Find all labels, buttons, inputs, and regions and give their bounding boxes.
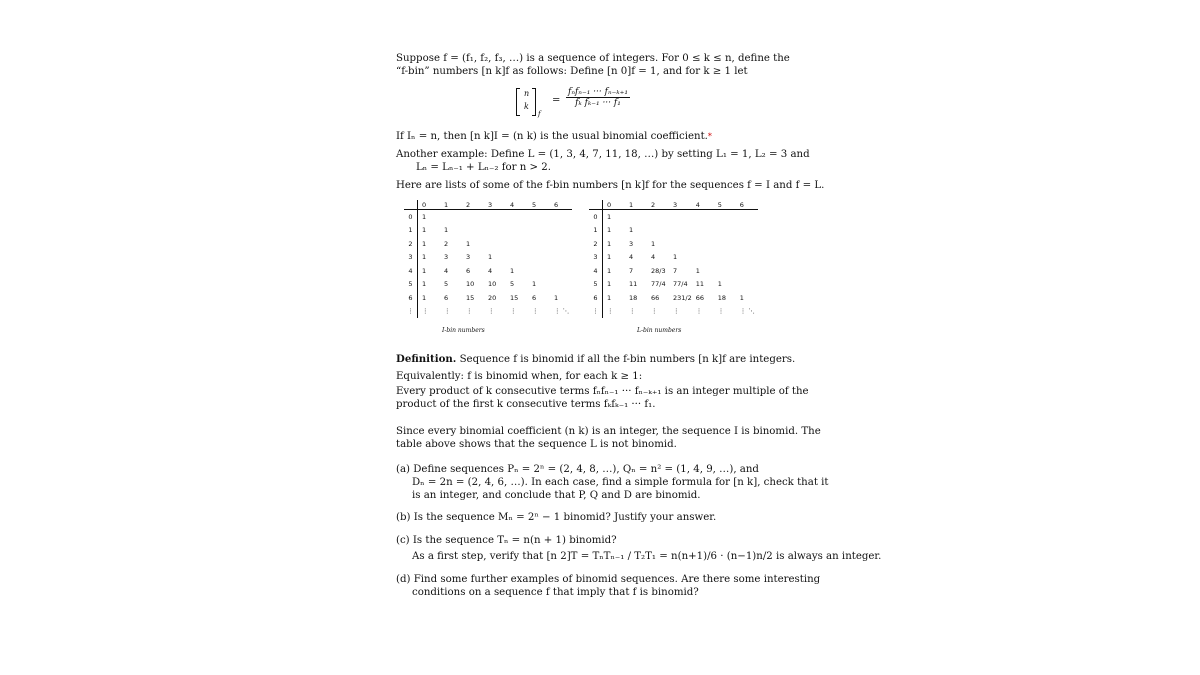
table-cell — [528, 264, 550, 278]
table-cell — [484, 224, 506, 238]
table-cell: 2 — [444, 239, 449, 248]
table-cell — [506, 251, 528, 265]
table-cell: 6 — [466, 266, 471, 275]
table-cell: 1 — [607, 239, 612, 248]
fraction-denominator: fₖ fₖ₋₁ ··· f₁ — [575, 98, 621, 108]
col-header: 6 — [550, 200, 572, 210]
table-row-ellipsis — [404, 305, 572, 319]
table-cell: 1 — [422, 266, 427, 275]
table-cell: 1 — [607, 226, 612, 235]
part-b-line-1: (b) Is the sequence Mₙ = 2ⁿ − 1 binomid? Justify your answer. — [396, 512, 717, 523]
row-header: ⋮ — [404, 305, 418, 319]
row-header: 0 — [589, 210, 603, 224]
table-cell: 7 — [673, 266, 678, 275]
table-cell: 1 — [510, 266, 515, 275]
definition-line-1 — [396, 353, 795, 366]
table-cell — [528, 251, 550, 265]
table-row-ellipsis — [589, 305, 758, 319]
table-cell: ⋮ — [532, 307, 539, 316]
table-cell — [625, 210, 647, 224]
table-cell: 1 — [607, 266, 612, 275]
table-cell: 4 — [444, 266, 449, 275]
table-cell — [647, 210, 669, 224]
table-row — [589, 237, 758, 251]
table-cell — [528, 210, 550, 224]
equals-sign: = — [552, 95, 561, 106]
part-c-line-2: As a first step, verify that [n 2]T = TₙTₙ₋₁ / T₂T₁ = n(n+1)/6 · (n−1)n/2 is always an integer. — [412, 551, 882, 562]
fbin-symbol — [516, 88, 544, 118]
table-cell — [647, 224, 669, 238]
table-cell: 1 — [607, 253, 612, 262]
table-cell: 28/3 — [651, 266, 666, 275]
since-line-1: Since every binomial coefficient (n k) is an integer, the sequence I is binomid. The — [396, 426, 821, 437]
table-row — [589, 291, 758, 305]
row-header: 4 — [589, 264, 603, 278]
table-cell: 1 — [717, 280, 722, 289]
table-cell: 1 — [554, 293, 559, 302]
intro-line-5: Lₙ = Lₙ₋₁ + Lₙ₋₂ for n > 2. — [416, 162, 552, 173]
part-d-line-1: (d) Find some further examples of binomid sequences. Are there some interesting — [396, 574, 821, 585]
table-cell: ⋮ — [629, 307, 636, 316]
table-cell: 15 — [466, 293, 475, 302]
table-cell: 18 — [717, 293, 727, 302]
table-cell: ⋮ — [651, 307, 658, 316]
col-header: 1 — [440, 200, 462, 210]
fbin-definition-formula — [516, 86, 666, 118]
part-c-line-1: (c) Is the sequence Tₙ = n(n + 1) binomid? — [396, 535, 617, 546]
table-cell: ⋮ — [717, 307, 725, 316]
table-cell: 18 — [629, 293, 638, 302]
table-row — [404, 224, 572, 238]
definition-heading: Definition. — [396, 353, 457, 365]
table-cell — [692, 224, 714, 238]
table-row — [589, 278, 758, 292]
table-L-bin — [589, 200, 758, 318]
fbin-subscript: f — [538, 110, 541, 118]
fbin-fraction — [566, 87, 630, 108]
row-header: 4 — [404, 264, 418, 278]
table-cell — [736, 264, 758, 278]
table-row — [589, 210, 758, 224]
table-cell: 1 — [651, 239, 656, 248]
table-row — [589, 224, 758, 238]
table-cell — [736, 224, 758, 238]
table-cell — [714, 210, 736, 224]
col-header: 5 — [528, 200, 550, 210]
table-cell: ⋮ — [466, 307, 473, 316]
table-cell — [550, 264, 572, 278]
table-cell — [669, 237, 692, 251]
row-header: 1 — [404, 224, 418, 238]
table-row — [404, 278, 572, 292]
table-cell — [550, 278, 572, 292]
table-cell: 1 — [607, 212, 612, 221]
table-cell: 1 — [422, 253, 427, 262]
row-header: 2 — [589, 237, 603, 251]
fbin-top: n — [524, 89, 530, 98]
col-header: 2 — [462, 200, 484, 210]
table-cell: 1 — [422, 280, 427, 289]
table-cell: 11 — [629, 280, 638, 289]
table-cell: 1 — [607, 280, 612, 289]
table-cell: 3 — [444, 253, 449, 262]
table-cell — [736, 278, 758, 292]
table-cell: 4 — [651, 253, 656, 262]
table-cell: 1 — [739, 293, 744, 302]
table-I-bin — [404, 200, 572, 318]
table-cell: 4 — [488, 266, 493, 275]
table-cell — [736, 210, 758, 224]
row-header: 1 — [589, 224, 603, 238]
table-cell — [736, 251, 758, 265]
table-cell: 11 — [695, 280, 705, 289]
table-cell — [714, 237, 736, 251]
table-cell: 1 — [444, 226, 449, 235]
table-cell: 77/4 — [651, 280, 666, 289]
table-cell: 1 — [673, 253, 678, 262]
table-cell: 10 — [488, 280, 497, 289]
table-cell: 1 — [422, 293, 427, 302]
table-cell: ⋮ — [510, 307, 517, 316]
table-row — [404, 237, 572, 251]
table-row — [589, 264, 758, 278]
table-cell — [484, 237, 506, 251]
table-cell: 1 — [422, 212, 427, 221]
row-header: 3 — [589, 251, 603, 265]
col-header: 3 — [484, 200, 506, 210]
table-cell: ⋮ — [422, 307, 429, 316]
table-cell: 4 — [629, 253, 634, 262]
table-cell: ⋮ — [444, 307, 451, 316]
table-cell: 1 — [422, 226, 427, 235]
row-header: 6 — [404, 291, 418, 305]
table-L-caption: L-bin numbers — [637, 327, 682, 334]
table-cell — [692, 210, 714, 224]
table-cell: ⋮ — [607, 307, 614, 316]
table-cell: 1 — [607, 293, 612, 302]
table-cell — [528, 224, 550, 238]
table-cell — [714, 251, 736, 265]
definition-line-4: product of the first k consecutive terms fₖfₖ₋₁ ··· f₁. — [396, 399, 656, 410]
table-cell: 15 — [510, 293, 519, 302]
part-a-line-3: is an integer, and conclude that P, Q and D are binomid. — [412, 490, 701, 501]
table-cell — [484, 210, 506, 224]
col-header: 4 — [506, 200, 528, 210]
row-header: 2 — [404, 237, 418, 251]
table-cell: ⋮ — [695, 307, 703, 316]
col-header: 4 — [692, 200, 714, 210]
fraction-numerator: fₙfₙ₋₁ ··· fₙ₋ₖ₊₁ — [568, 87, 628, 97]
row-header: 5 — [404, 278, 418, 292]
table-cell: 5 — [444, 280, 449, 289]
table-cell: ⋮ — [673, 307, 680, 316]
table-cell: 1 — [532, 280, 537, 289]
table-cell: 231/2 — [673, 293, 692, 302]
table-cell — [506, 210, 528, 224]
col-header: 1 — [625, 200, 647, 210]
table-cell: ⋮ ⋱ — [739, 307, 755, 316]
row-header: 0 — [404, 210, 418, 224]
table-cell: 77/4 — [673, 280, 688, 289]
since-line-2: table above shows that the sequence L is not binomid. — [396, 439, 677, 450]
table-cell — [692, 237, 714, 251]
table-cell — [692, 251, 714, 265]
table-cell: 1 — [629, 226, 634, 235]
table-cell — [550, 210, 572, 224]
intro-line-3-text: If Iₙ = n, then [n k]I = (n k) is the usual binomial coefficient. — [396, 131, 708, 142]
col-header: 5 — [714, 200, 736, 210]
table-cell — [550, 224, 572, 238]
table-cell — [669, 224, 692, 238]
row-header: 6 — [589, 291, 603, 305]
part-a-line-2: Dₙ = 2n = (2, 4, 6, …). In each case, find a simple formula for [n k], check that it — [412, 477, 829, 488]
table-cell: 1 — [422, 239, 427, 248]
table-row — [589, 251, 758, 265]
row-header: 3 — [404, 251, 418, 265]
part-a-line-1: (a) Define sequences Pₙ = 2ⁿ = (2, 4, 8, …), Qₙ = n² = (1, 4, 9, …), and — [396, 464, 759, 475]
table-cell: 1 — [466, 239, 471, 248]
intro-line-6: Here are lists of some of the f-bin numbers [n k]f for the sequences f = I and f = L. — [396, 180, 825, 191]
table-cell — [550, 237, 572, 251]
table-L-header — [589, 200, 758, 210]
table-cell — [462, 210, 484, 224]
intro-line-1: Suppose f = (f₁, f₂, f₃, …) is a sequence of integers. For 0 ≤ k ≤ n, define the — [396, 53, 790, 64]
table-cell: 3 — [466, 253, 471, 262]
table-row — [404, 251, 572, 265]
definition-line-3: Every product of k consecutive terms fₙfₙ₋₁ ··· fₙ₋ₖ₊₁ is an integer multiple of the — [396, 386, 809, 397]
col-header: 2 — [647, 200, 669, 210]
table-I-caption: I-bin numbers — [442, 327, 485, 334]
table-cell: 66 — [695, 293, 705, 302]
table-cell: 3 — [629, 239, 634, 248]
definition-text: Sequence f is binomid if all the f-bin numbers [n k]f are integers. — [459, 354, 796, 365]
table-cell: 1 — [695, 266, 700, 275]
table-cell — [462, 224, 484, 238]
row-header: ⋮ — [589, 305, 603, 319]
table-cell — [714, 224, 736, 238]
intro-line-3 — [396, 130, 712, 143]
footnote-mark: * — [707, 132, 712, 141]
table-cell — [506, 224, 528, 238]
table-cell — [550, 251, 572, 265]
table-cell: 5 — [510, 280, 515, 289]
table-cell — [506, 237, 528, 251]
table-cell: 6 — [532, 293, 537, 302]
table-cell: 6 — [444, 293, 449, 302]
table-cell — [528, 237, 550, 251]
part-d-line-2: conditions on a sequence f that imply that f is binomid? — [412, 587, 699, 598]
table-cell: 10 — [466, 280, 475, 289]
intro-line-2: “f-bin” numbers [n k]f as follows: Define [n 0]f = 1, and for k ≥ 1 let — [396, 66, 748, 77]
table-row — [404, 210, 572, 224]
table-cell — [714, 264, 736, 278]
col-header: 3 — [669, 200, 692, 210]
table-cell: ⋮ — [488, 307, 495, 316]
col-header: 6 — [736, 200, 758, 210]
col-header: 0 — [603, 200, 626, 210]
table-cell — [669, 210, 692, 224]
table-I-header — [404, 200, 572, 210]
table-row — [404, 291, 572, 305]
table-cell — [736, 237, 758, 251]
table-cell: 1 — [488, 253, 493, 262]
table-cell: 20 — [488, 293, 497, 302]
table-cell: 66 — [651, 293, 660, 302]
table-cell: 7 — [629, 266, 634, 275]
col-header: 0 — [418, 200, 441, 210]
row-header: 5 — [589, 278, 603, 292]
fbin-bottom: k — [524, 102, 529, 111]
definition-line-2: Equivalently: f is binomid when, for each k ≥ 1: — [396, 371, 643, 382]
table-cell: ⋮ ⋱ — [554, 307, 570, 316]
table-cell — [440, 210, 462, 224]
intro-line-4: Another example: Define L = (1, 3, 4, 7, 11, 18, …) by setting L₁ = 1, L₂ = 3 and — [396, 149, 810, 160]
table-row — [404, 264, 572, 278]
